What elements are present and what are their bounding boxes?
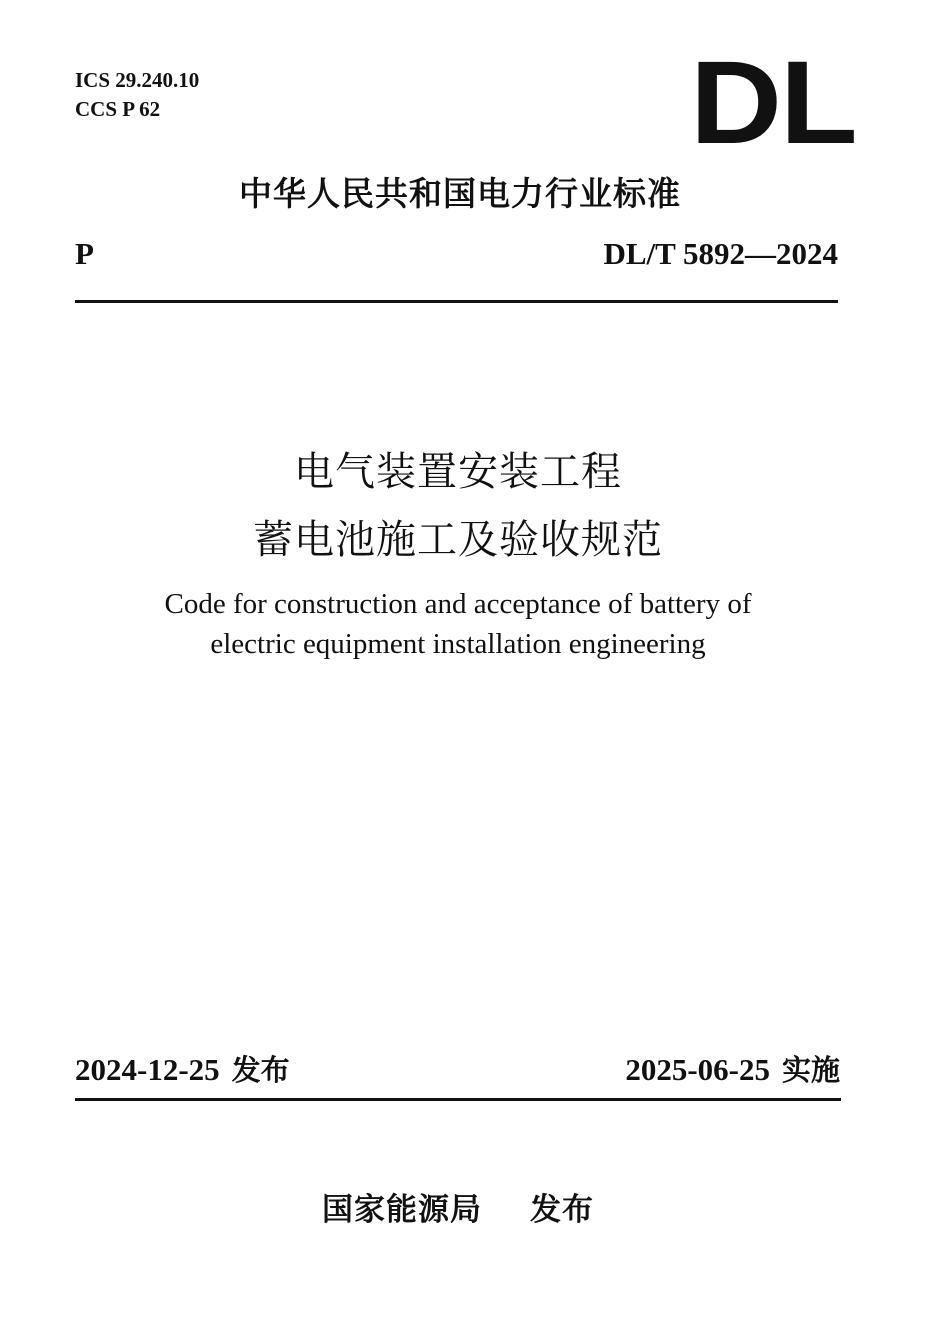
- standard-number: DL/T 5892—2024: [603, 236, 838, 271]
- implementation-date: 2025-06-25: [625, 1052, 770, 1087]
- title-chinese-line2: 蓄电池施工及验收规范: [253, 517, 663, 563]
- classification-codes: [75, 66, 199, 124]
- classification-letter: P: [75, 236, 94, 271]
- issue-date: 2024-12-25: [75, 1052, 220, 1087]
- dl-logo: DL: [690, 37, 856, 169]
- ccs-code: CCS P 62: [75, 97, 161, 121]
- publisher-line: [0, 1184, 916, 1229]
- title-english-line2: electric equipment installation engineering: [210, 628, 706, 660]
- title-chinese-line1: 电气装置安装工程: [294, 449, 622, 495]
- implementation-label: 实施: [781, 1053, 840, 1087]
- top-divider: [75, 300, 838, 303]
- publisher-name: 国家能源局: [322, 1192, 482, 1228]
- industry-standard-heading: 中华人民共和国电力行业标准: [239, 174, 681, 213]
- issue-label: 发布: [231, 1053, 290, 1087]
- bottom-divider: [75, 1098, 841, 1101]
- issue-date-block: [75, 1048, 290, 1089]
- ics-code: ICS 29.240.10: [75, 68, 200, 92]
- publisher-action: 发布: [530, 1192, 594, 1228]
- implementation-date-block: [625, 1048, 840, 1089]
- title-english-line1: Code for construction and acceptance of battery of: [164, 588, 752, 620]
